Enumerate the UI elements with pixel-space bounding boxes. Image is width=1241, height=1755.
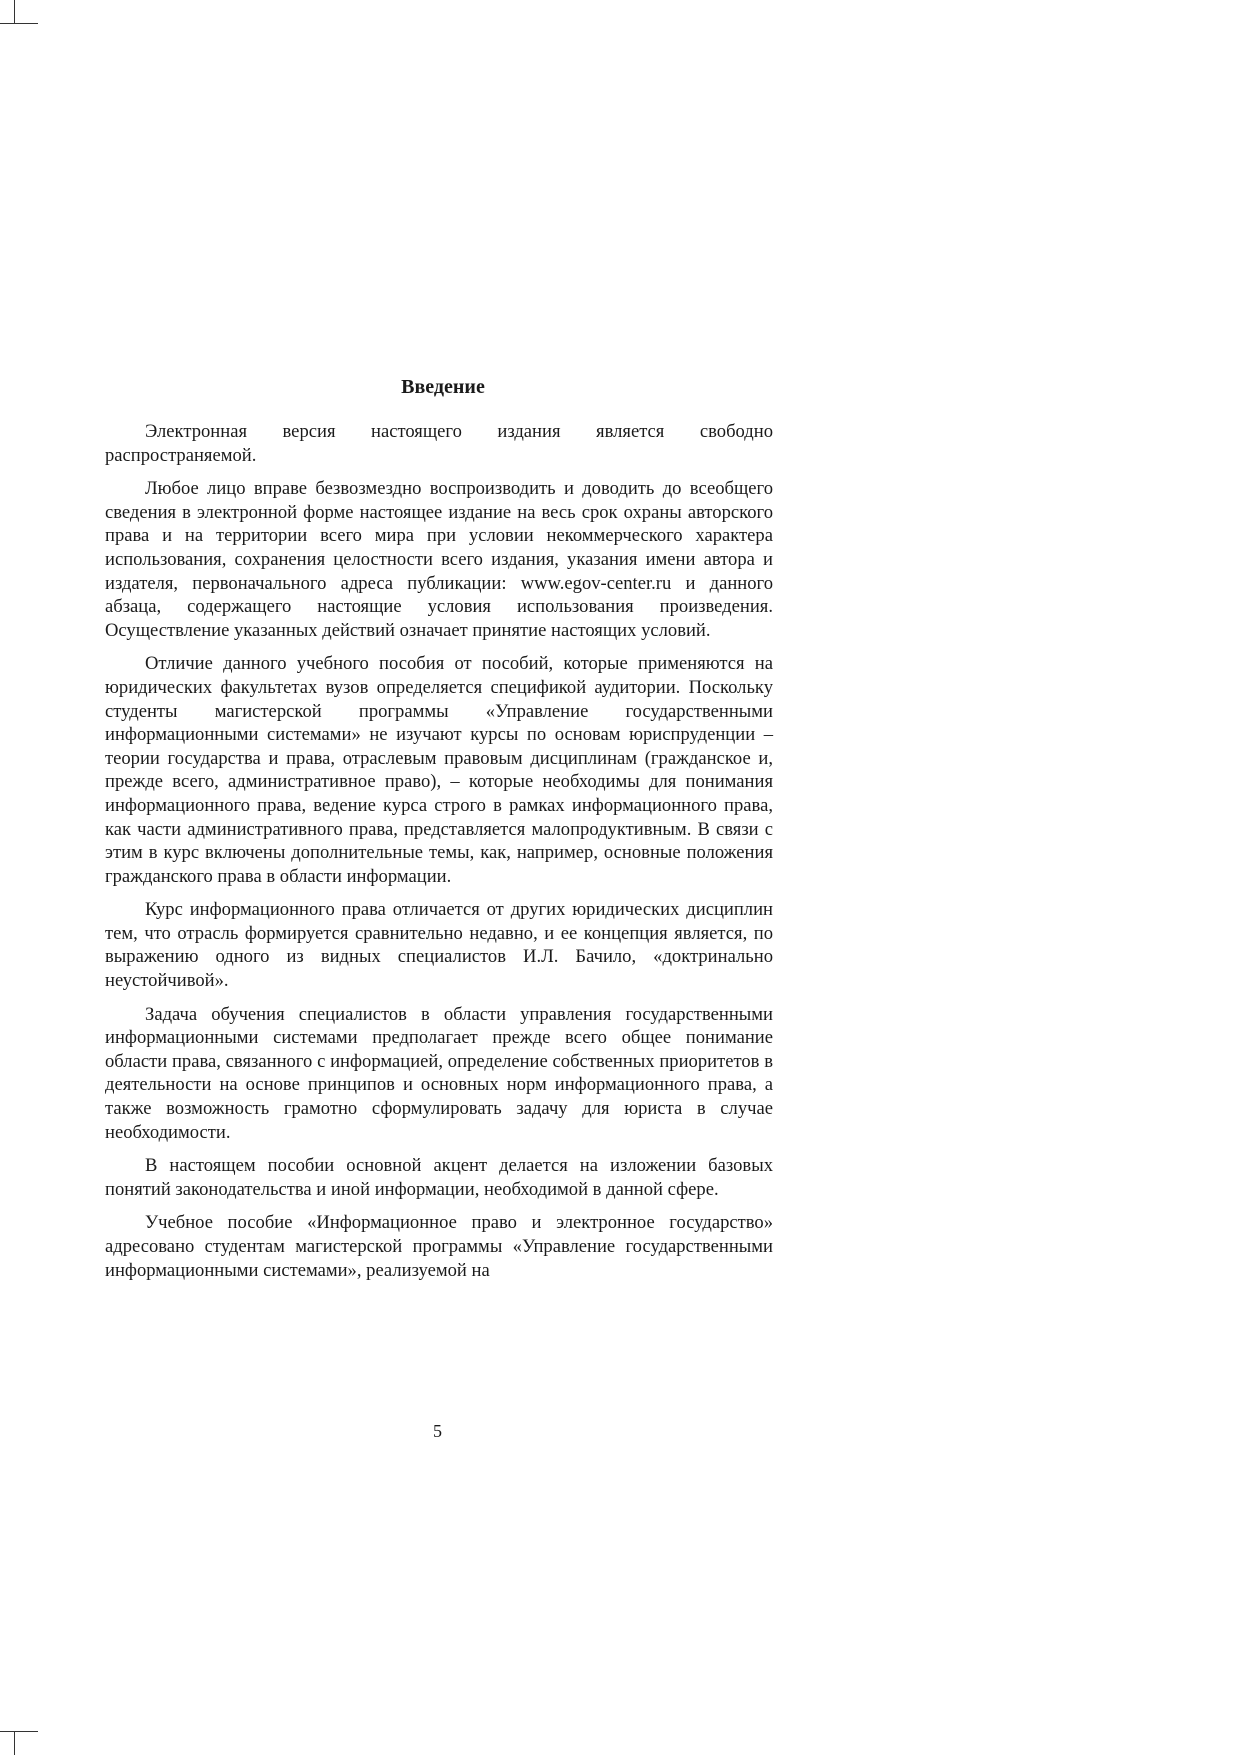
page-title: Введение (401, 376, 485, 398)
crop-mark-top-horizontal (0, 23, 38, 24)
document-body (105, 375, 773, 1292)
page-number: 5 (433, 1421, 442, 1441)
paragraph: Учебное пособие «Информационное право и электронное государство» адресовано студентам магистерской программы «Управление государственными информационными системами», реализуемой на (105, 1212, 773, 1281)
crop-mark-bottom-vertical (14, 1731, 15, 1755)
paragraph: В настоящем пособии основной акцент делается на изложении базовых понятий законодательства и иной информации, необходимой в данной сфере. (105, 1155, 773, 1200)
crop-mark-bottom-horizontal (0, 1731, 38, 1732)
paragraph: Задача обучения специалистов в области управления государственными информационными системами предполагает прежде всего общее понимание области права, связанного с информацией, определение собственных приоритетов в деятельности на основе принципов и основных норм информационного права, а также возможность грамотно сформулировать задачу для юриста в случае необходимости. (105, 1003, 773, 1143)
paragraph: Электронная версия настоящего издания является свободно распространяемой. (105, 421, 773, 466)
crop-mark-top-vertical (14, 0, 15, 24)
paragraph: Любое лицо вправе безвозмездно воспроизводить и доводить до всеобщего сведения в электронной форме настоящее издание на весь срок охраны авторского права и на территории всего мира при условии некоммерческого характера использования, сохранения целостности всего издания, указания имени автора и издателя, первоначального адреса публикации: www.egov-center.ru и данного абзаца, содержащего настоящие условия использования произведения. Осуществление указанных действий означает принятие настоящих условий. (105, 478, 773, 641)
paragraph: Отличие данного учебного пособия от пособий, которые применяются на юридических факультетах вузов определяется спецификой аудитории. Поскольку студенты магистерской программы «Управление государственными информационными системами» не изучают курсы по основам юриспруденции – теории государства и права, отраслевым правовым дисциплинам (гражданское и, прежде всего, административное право), – которые необходимы для понимания информационного права, ведение курса строго в рамках информационного права, как части административного права, представляется малопродуктивным. В связи с этим в курс включены дополнительные темы, как, например, основные положения гражданского права в области информации. (105, 653, 773, 887)
paragraph: Курс информационного права отличается от других юридических дисциплин тем, что отрасль формируется сравнительно недавно, и ее концепция является, по выражению одного из видных специалистов И.Л. Бачило, «доктринально неустойчивой». (105, 899, 773, 992)
